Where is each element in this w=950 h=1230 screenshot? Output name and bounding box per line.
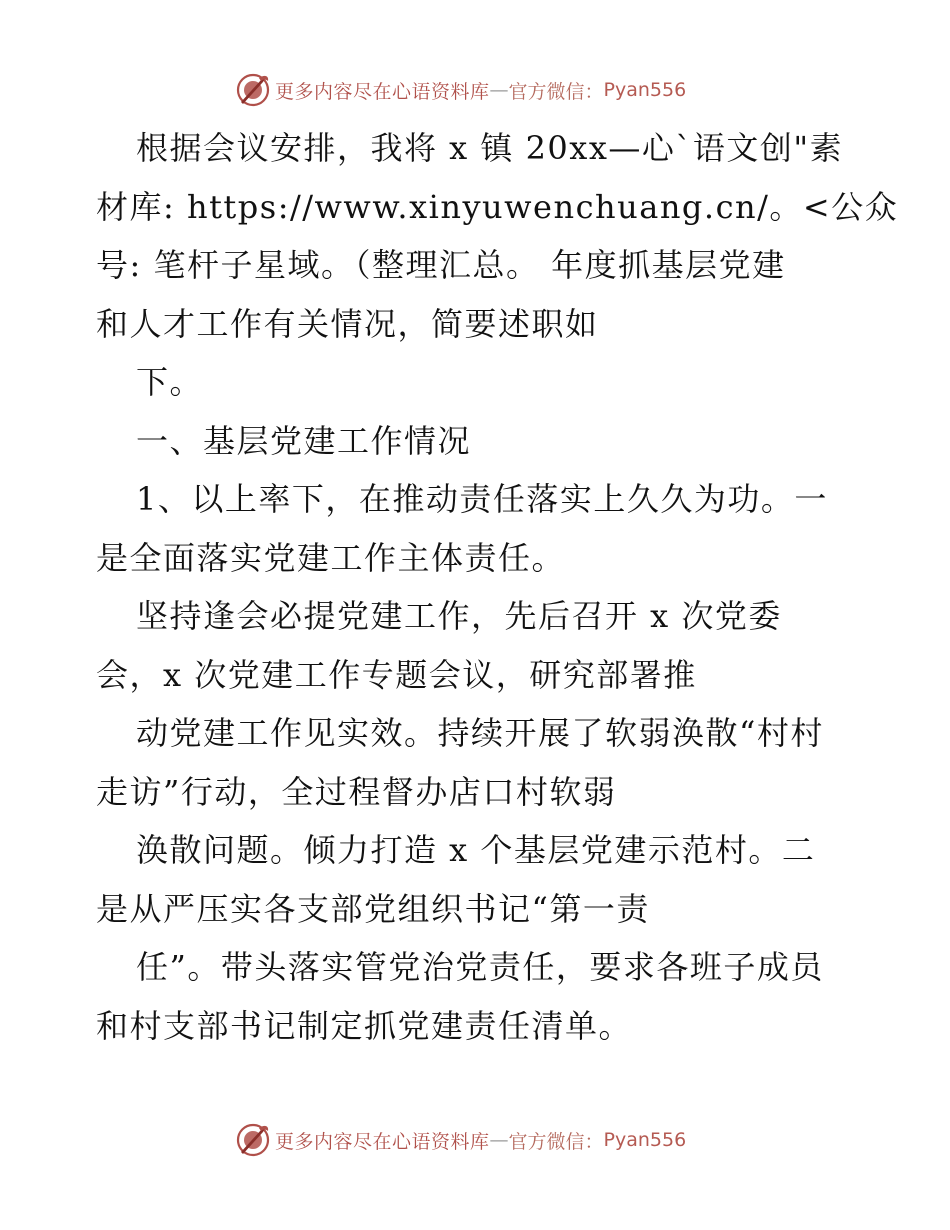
watermark-text: 更多内容尽在心语资料库 [275, 1130, 490, 1153]
paragraph-line: 任”。带头落实管党治党责任，要求各班子成员 [136, 948, 824, 986]
paragraph-line: 会，x 次党建工作专题会议，研究部署推 [96, 655, 697, 694]
section-heading: 一、基层党建工作情况 [136, 421, 472, 460]
header-watermark [235, 70, 686, 110]
paragraph-line: 动党建工作见实效。持续开展了软弱涣散“村村 [136, 714, 824, 752]
quill-logo-icon [235, 72, 271, 108]
watermark-label: 官方微信： [508, 1130, 604, 1153]
document-body [96, 119, 899, 1055]
watermark-id: Pyan556 [603, 79, 687, 101]
paragraph-line: 是从严压实各支部党组织书记“第一责 [96, 889, 650, 928]
paragraph-line: 根据会议安排，我将 x 镇 20xx—心`语文创"素 [136, 129, 844, 167]
paragraph-line: 坚持逢会必提党建工作，先后召开 x 次党委 [136, 597, 782, 635]
watermark-separator: — [489, 79, 509, 101]
watermark-id: Pyan556 [603, 1129, 687, 1151]
paragraph-line: 走访”行动，全过程督办店口村软弱 [96, 772, 617, 811]
watermark-text: 更多内容尽在心语资料库 [275, 80, 490, 103]
paragraph-line: 1、以上率下，在推动责任落实上久久为功。一 [136, 480, 828, 518]
footer-watermark [235, 1120, 686, 1160]
watermark-separator: — [489, 1129, 509, 1151]
paragraph-line: 是全面落实党建工作主体责任。 [96, 538, 566, 577]
paragraph-line: 号: 笔杆子星域。（整理汇总。 年度抓基层党建 [96, 246, 786, 284]
quill-logo-icon [235, 1122, 271, 1158]
paragraph-line: 下。 [136, 363, 204, 401]
watermark-label: 官方微信： [508, 80, 604, 103]
paragraph-line: 涣散问题。倾力打造 x 个基层党建示范村。二 [136, 831, 816, 869]
paragraph-line: 和人才工作有关情况，简要述职如 [96, 304, 599, 343]
paragraph-line: 材库: https://www.xinyuwenchuang.cn/。<公众 [96, 187, 899, 226]
paragraph-line: 和村支部书记制定抓党建责任清单。 [96, 1006, 633, 1045]
